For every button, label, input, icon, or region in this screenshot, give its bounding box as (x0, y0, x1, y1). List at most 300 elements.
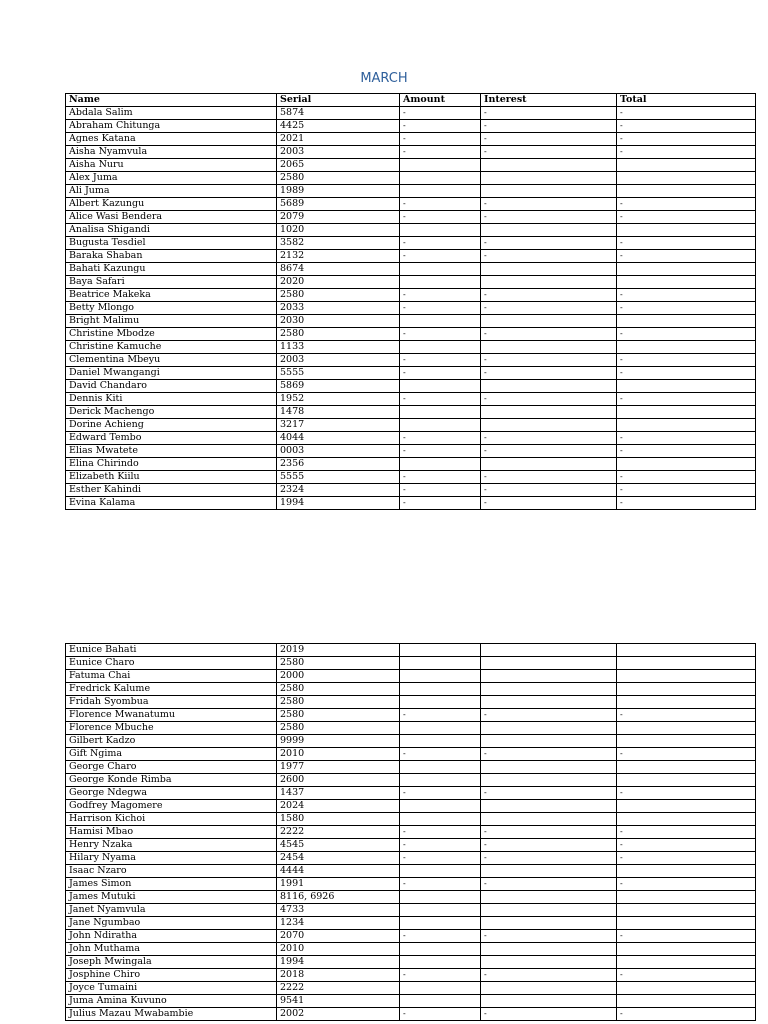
total-cell (617, 696, 756, 709)
table-row (66, 198, 756, 211)
serial-cell: 2003 (277, 354, 400, 367)
table-row (66, 696, 756, 709)
interest-cell (481, 800, 617, 813)
name-cell: Elina Chirindo (66, 458, 277, 471)
amount-cell (400, 406, 481, 419)
name-cell: Alice Wasi Bendera (66, 211, 277, 224)
interest-cell (481, 891, 617, 904)
table-row (66, 497, 756, 510)
amount-cell: - (400, 211, 481, 224)
total-cell (617, 380, 756, 393)
interest-cell: - (481, 250, 617, 263)
name-cell: Clementina Mbeyu (66, 354, 277, 367)
interest-cell: - (481, 133, 617, 146)
name-cell: Ali Juma (66, 185, 277, 198)
serial-cell: 5555 (277, 471, 400, 484)
interest-cell: - (481, 367, 617, 380)
serial-cell: 2356 (277, 458, 400, 471)
interest-cell (481, 276, 617, 289)
amount-cell: - (400, 445, 481, 458)
interest-cell (481, 761, 617, 774)
amount-cell (400, 735, 481, 748)
interest-cell (481, 315, 617, 328)
serial-cell: 2021 (277, 133, 400, 146)
table-row (66, 471, 756, 484)
interest-cell (481, 380, 617, 393)
table-row (66, 722, 756, 735)
amount-cell: - (400, 289, 481, 302)
total-cell: - (617, 787, 756, 800)
total-cell (617, 800, 756, 813)
interest-cell (481, 865, 617, 878)
amount-cell (400, 263, 481, 276)
total-cell: - (617, 878, 756, 891)
total-cell: - (617, 484, 756, 497)
table-row (66, 917, 756, 930)
total-cell (617, 172, 756, 185)
total-cell (617, 904, 756, 917)
serial-cell: 1133 (277, 341, 400, 354)
serial-cell: 2003 (277, 146, 400, 159)
name-cell: Fredrick Kalume (66, 683, 277, 696)
interest-cell (481, 943, 617, 956)
table-row (66, 211, 756, 224)
name-cell: Henry Nzaka (66, 839, 277, 852)
table-row (66, 982, 756, 995)
table-row (66, 406, 756, 419)
serial-cell: 2018 (277, 969, 400, 982)
serial-cell: 2030 (277, 315, 400, 328)
total-cell: - (617, 432, 756, 445)
serial-cell: 1989 (277, 185, 400, 198)
serial-cell: 2580 (277, 328, 400, 341)
amount-cell: - (400, 328, 481, 341)
table-row (66, 341, 756, 354)
amount-cell (400, 722, 481, 735)
amount-cell: - (400, 133, 481, 146)
amount-cell (400, 865, 481, 878)
interest-cell: - (481, 146, 617, 159)
interest-cell: - (481, 289, 617, 302)
serial-cell: 1478 (277, 406, 400, 419)
table-row (66, 107, 756, 120)
name-cell: Beatrice Makeka (66, 289, 277, 302)
interest-cell: - (481, 237, 617, 250)
total-cell: - (617, 146, 756, 159)
name-cell: Christine Kamuche (66, 341, 277, 354)
table-row (66, 458, 756, 471)
table-row (66, 159, 756, 172)
interest-cell: - (481, 969, 617, 982)
serial-cell: 2600 (277, 774, 400, 787)
total-cell (617, 315, 756, 328)
amount-cell: - (400, 969, 481, 982)
name-cell: Abdala Salim (66, 107, 277, 120)
amount-cell (400, 982, 481, 995)
name-cell: Isaac Nzaro (66, 865, 277, 878)
table-row (66, 657, 756, 670)
name-cell: Analisa Shigandi (66, 224, 277, 237)
interest-cell: - (481, 839, 617, 852)
interest-cell: - (481, 471, 617, 484)
amount-cell: - (400, 748, 481, 761)
serial-cell: 4044 (277, 432, 400, 445)
serial-cell: 2222 (277, 826, 400, 839)
name-cell: Hilary Nyama (66, 852, 277, 865)
table-row (66, 969, 756, 982)
name-cell: Juma Amina Kuvuno (66, 995, 277, 1008)
amount-cell (400, 956, 481, 969)
interest-cell (481, 917, 617, 930)
table-row (66, 1008, 756, 1021)
table-row (66, 289, 756, 302)
serial-cell: 1977 (277, 761, 400, 774)
table-row (66, 774, 756, 787)
serial-cell: 3217 (277, 419, 400, 432)
total-cell (617, 224, 756, 237)
amount-cell (400, 657, 481, 670)
total-cell (617, 982, 756, 995)
name-cell: Gilbert Kadzo (66, 735, 277, 748)
amount-cell: - (400, 484, 481, 497)
table-row (66, 224, 756, 237)
interest-cell (481, 722, 617, 735)
serial-cell: 2010 (277, 748, 400, 761)
serial-cell: 0003 (277, 445, 400, 458)
serial-cell: 1437 (277, 787, 400, 800)
total-cell: - (617, 133, 756, 146)
table-row (66, 891, 756, 904)
table-row (66, 380, 756, 393)
name-cell: Julius Mazau Mwabambie (66, 1008, 277, 1021)
total-cell: - (617, 748, 756, 761)
amount-cell: - (400, 852, 481, 865)
total-cell (617, 943, 756, 956)
name-cell: Florence Mbuche (66, 722, 277, 735)
interest-cell: - (481, 302, 617, 315)
name-cell: Christine Mbodze (66, 328, 277, 341)
amount-cell (400, 670, 481, 683)
name-cell: Abraham Chitunga (66, 120, 277, 133)
amount-cell: - (400, 354, 481, 367)
amount-cell (400, 644, 481, 657)
interest-cell (481, 172, 617, 185)
amount-cell (400, 761, 481, 774)
total-cell (617, 995, 756, 1008)
total-cell: - (617, 367, 756, 380)
table-row (66, 709, 756, 722)
name-cell: Fatuma Chai (66, 670, 277, 683)
name-cell: Godfrey Magomere (66, 800, 277, 813)
total-cell: - (617, 250, 756, 263)
total-cell: - (617, 237, 756, 250)
serial-cell: 4545 (277, 839, 400, 852)
serial-cell: 1234 (277, 917, 400, 930)
total-cell (617, 917, 756, 930)
name-header: Name (66, 94, 277, 107)
table-row (66, 393, 756, 406)
interest-cell: - (481, 484, 617, 497)
amount-cell (400, 341, 481, 354)
table-row (66, 146, 756, 159)
name-cell: James Simon (66, 878, 277, 891)
table-row (66, 943, 756, 956)
table-row (66, 484, 756, 497)
serial-cell: 2002 (277, 1008, 400, 1021)
table-row (66, 237, 756, 250)
total-cell (617, 341, 756, 354)
serial-cell: 2020 (277, 276, 400, 289)
serial-cell: 2580 (277, 289, 400, 302)
table-row (66, 761, 756, 774)
table-row (66, 670, 756, 683)
table-row (66, 813, 756, 826)
amount-cell: - (400, 120, 481, 133)
name-cell: Baraka Shaban (66, 250, 277, 263)
table-row (66, 328, 756, 341)
serial-cell: 1952 (277, 393, 400, 406)
table-row (66, 748, 756, 761)
name-cell: Betty Mlongo (66, 302, 277, 315)
serial-cell: 2000 (277, 670, 400, 683)
total-cell: - (617, 826, 756, 839)
interest-cell (481, 956, 617, 969)
table-row (66, 839, 756, 852)
interest-cell (481, 263, 617, 276)
total-cell: - (617, 839, 756, 852)
name-cell: Baya Safari (66, 276, 277, 289)
interest-cell (481, 813, 617, 826)
table-row (66, 432, 756, 445)
serial-cell: 4444 (277, 865, 400, 878)
serial-cell: 2580 (277, 709, 400, 722)
amount-cell (400, 995, 481, 1008)
interest-cell: - (481, 748, 617, 761)
total-cell (617, 276, 756, 289)
interest-cell (481, 995, 617, 1008)
amount-header: Amount (400, 94, 481, 107)
interest-cell (481, 735, 617, 748)
total-cell: - (617, 930, 756, 943)
amount-cell (400, 813, 481, 826)
interest-cell (481, 185, 617, 198)
amount-cell: - (400, 497, 481, 510)
amount-cell (400, 696, 481, 709)
table-row (66, 735, 756, 748)
table-header-row (66, 94, 756, 107)
serial-cell: 5689 (277, 198, 400, 211)
interest-cell (481, 224, 617, 237)
amount-cell: - (400, 1008, 481, 1021)
total-cell: - (617, 969, 756, 982)
table-row (66, 302, 756, 315)
serial-cell: 2222 (277, 982, 400, 995)
name-cell: Aisha Nuru (66, 159, 277, 172)
interest-cell: - (481, 878, 617, 891)
name-cell: George Ndegwa (66, 787, 277, 800)
march-table-2 (65, 643, 756, 1021)
total-cell (617, 683, 756, 696)
total-cell: - (617, 302, 756, 315)
amount-cell (400, 276, 481, 289)
name-cell: Dennis Kiti (66, 393, 277, 406)
interest-cell: - (481, 497, 617, 510)
amount-cell (400, 172, 481, 185)
page-title: MARCH (360, 71, 408, 86)
interest-cell (481, 683, 617, 696)
amount-cell: - (400, 709, 481, 722)
total-cell (617, 865, 756, 878)
name-cell: Bahati Kazungu (66, 263, 277, 276)
serial-cell: 2580 (277, 172, 400, 185)
interest-header: Interest (481, 94, 617, 107)
table-row (66, 904, 756, 917)
table-row (66, 445, 756, 458)
amount-cell: - (400, 930, 481, 943)
total-cell: - (617, 289, 756, 302)
total-cell: - (617, 393, 756, 406)
serial-cell: 2580 (277, 683, 400, 696)
name-cell: Janet Nyamvula (66, 904, 277, 917)
total-cell (617, 458, 756, 471)
serial-cell: 3582 (277, 237, 400, 250)
total-cell (617, 159, 756, 172)
table-row (66, 172, 756, 185)
serial-cell: 2070 (277, 930, 400, 943)
serial-cell: 8674 (277, 263, 400, 276)
serial-cell: 2580 (277, 696, 400, 709)
name-cell: George Konde Rimba (66, 774, 277, 787)
table-row (66, 315, 756, 328)
amount-cell (400, 774, 481, 787)
name-cell: Josphine Chiro (66, 969, 277, 982)
amount-cell: - (400, 826, 481, 839)
interest-cell: - (481, 120, 617, 133)
total-cell: - (617, 497, 756, 510)
table-row (66, 826, 756, 839)
total-cell: - (617, 1008, 756, 1021)
amount-cell: - (400, 107, 481, 120)
name-cell: Eunice Charo (66, 657, 277, 670)
interest-cell: - (481, 445, 617, 458)
total-cell (617, 813, 756, 826)
total-cell (617, 722, 756, 735)
serial-cell: 1994 (277, 497, 400, 510)
serial-cell: 1991 (277, 878, 400, 891)
interest-cell: - (481, 198, 617, 211)
amount-cell (400, 419, 481, 432)
amount-cell (400, 943, 481, 956)
interest-cell (481, 458, 617, 471)
amount-cell: - (400, 367, 481, 380)
serial-cell: 2580 (277, 722, 400, 735)
serial-cell: 5869 (277, 380, 400, 393)
name-cell: Albert Kazungu (66, 198, 277, 211)
table-row (66, 878, 756, 891)
interest-cell: - (481, 826, 617, 839)
name-cell: Esther Kahindi (66, 484, 277, 497)
total-cell (617, 670, 756, 683)
name-cell: Agnes Katana (66, 133, 277, 146)
total-cell (617, 891, 756, 904)
name-cell: Derick Machengo (66, 406, 277, 419)
amount-cell (400, 315, 481, 328)
serial-header: Serial (277, 94, 400, 107)
total-cell (617, 657, 756, 670)
table-row (66, 419, 756, 432)
name-cell: Aisha Nyamvula (66, 146, 277, 159)
interest-cell: - (481, 328, 617, 341)
interest-cell (481, 982, 617, 995)
interest-cell: - (481, 852, 617, 865)
interest-cell: - (481, 107, 617, 120)
serial-cell: 2132 (277, 250, 400, 263)
total-header: Total (617, 94, 756, 107)
interest-cell (481, 406, 617, 419)
serial-cell: 2065 (277, 159, 400, 172)
table-row (66, 185, 756, 198)
table-body (66, 644, 756, 1021)
amount-cell: - (400, 146, 481, 159)
table-row (66, 250, 756, 263)
amount-cell: - (400, 787, 481, 800)
interest-cell (481, 341, 617, 354)
amount-cell (400, 917, 481, 930)
total-cell: - (617, 354, 756, 367)
interest-cell (481, 670, 617, 683)
interest-cell (481, 159, 617, 172)
amount-cell (400, 159, 481, 172)
serial-cell: 2024 (277, 800, 400, 813)
amount-cell (400, 458, 481, 471)
name-cell: Evina Kalama (66, 497, 277, 510)
serial-cell: 1580 (277, 813, 400, 826)
serial-cell: 9999 (277, 735, 400, 748)
table-row (66, 683, 756, 696)
interest-cell (481, 904, 617, 917)
total-cell (617, 406, 756, 419)
total-cell: - (617, 445, 756, 458)
table-row (66, 276, 756, 289)
amount-cell: - (400, 878, 481, 891)
table-body (66, 107, 756, 510)
table-row (66, 367, 756, 380)
table-row (66, 930, 756, 943)
total-cell (617, 956, 756, 969)
total-cell (617, 735, 756, 748)
interest-cell: - (481, 1008, 617, 1021)
total-cell: - (617, 852, 756, 865)
amount-cell: - (400, 198, 481, 211)
name-cell: Bugusta Tesdiel (66, 237, 277, 250)
serial-cell: 1994 (277, 956, 400, 969)
table-row (66, 354, 756, 367)
name-cell: Jane Ngumbao (66, 917, 277, 930)
interest-cell: - (481, 354, 617, 367)
serial-cell: 2019 (277, 644, 400, 657)
interest-cell (481, 419, 617, 432)
amount-cell (400, 380, 481, 393)
table-row (66, 644, 756, 657)
total-cell (617, 185, 756, 198)
name-cell: Joyce Tumaini (66, 982, 277, 995)
total-cell: - (617, 211, 756, 224)
serial-cell: 4425 (277, 120, 400, 133)
name-cell: Daniel Mwangangi (66, 367, 277, 380)
name-cell: Eunice Bahati (66, 644, 277, 657)
name-cell: Bright Malimu (66, 315, 277, 328)
amount-cell (400, 185, 481, 198)
